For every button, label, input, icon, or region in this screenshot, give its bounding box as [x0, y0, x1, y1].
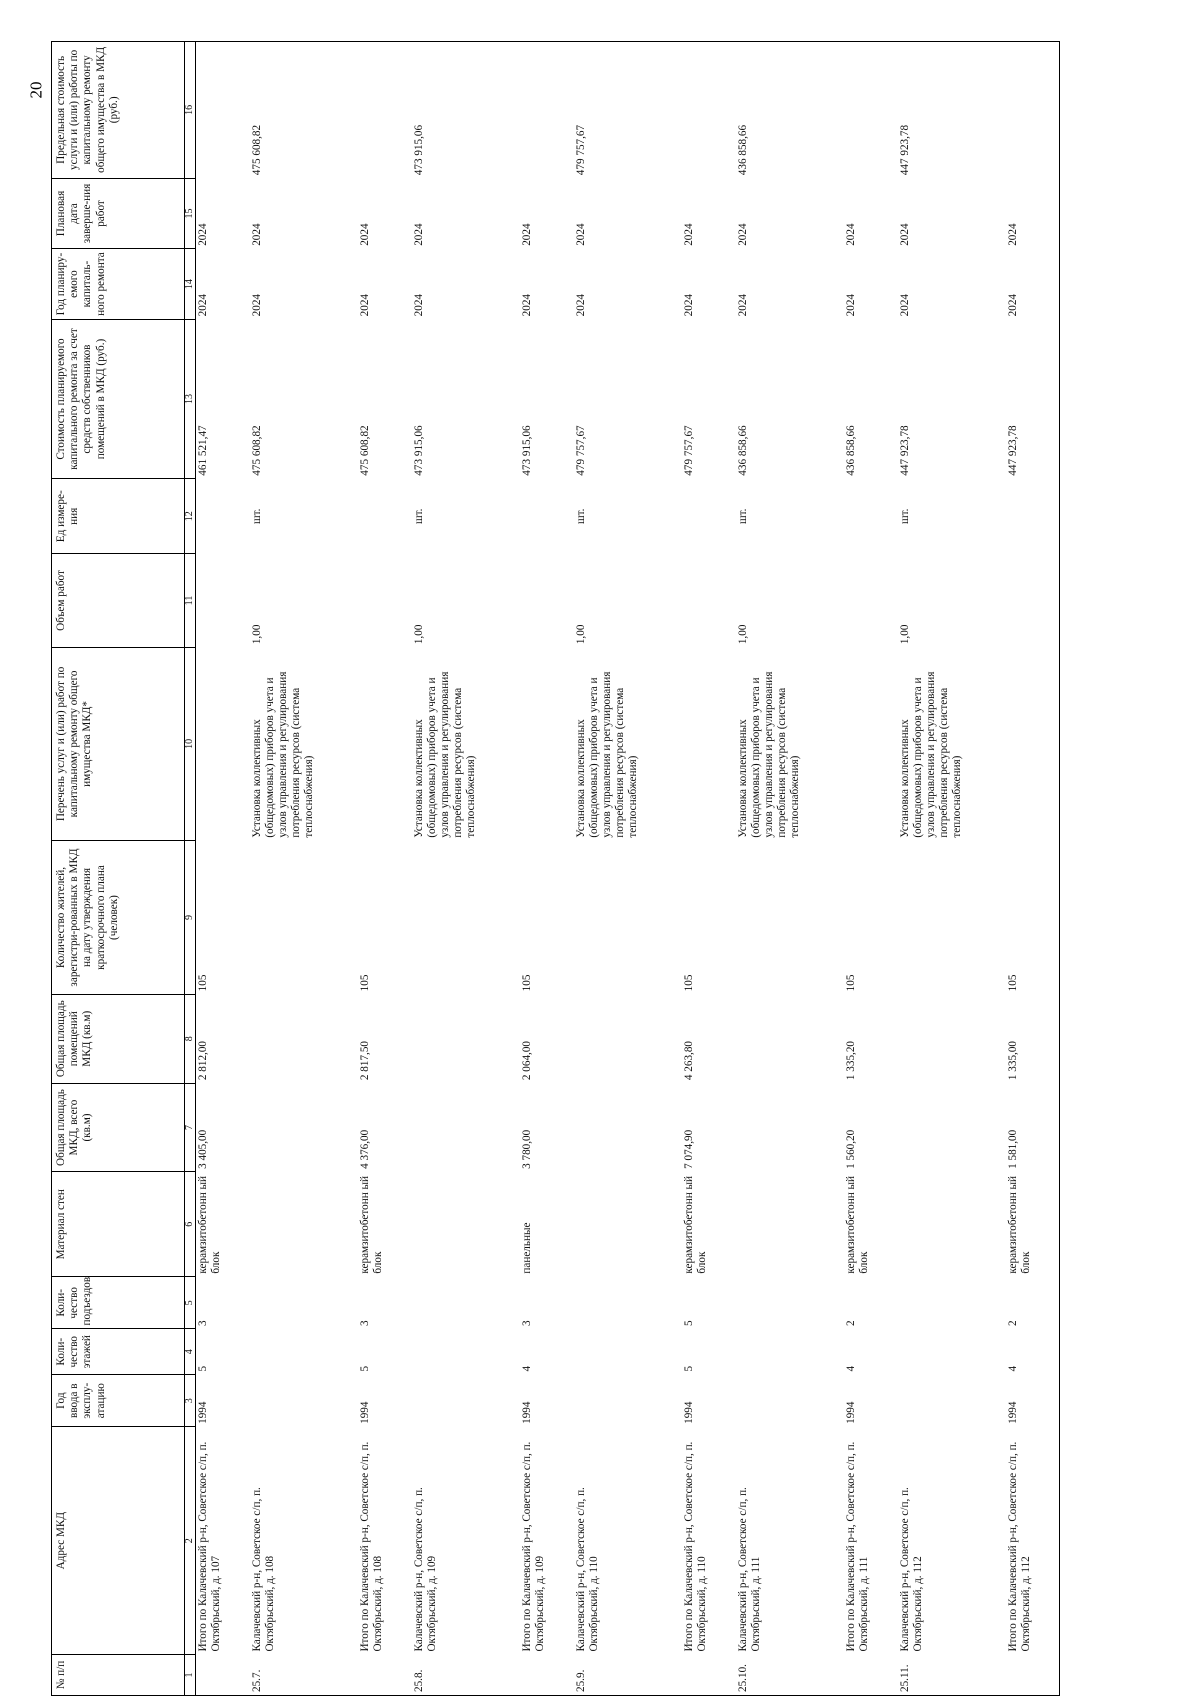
- cell-c1: [196, 1655, 250, 1696]
- cell-c15: 2024: [682, 223, 695, 246]
- cell-c6: керамзитобетонн ый блок: [358, 1176, 384, 1274]
- cell-c13: 473 915,06: [520, 425, 533, 476]
- table-row-item: [898, 42, 1006, 1696]
- cell-c7: 4 376,00: [358, 1129, 371, 1169]
- cell-c10: [196, 647, 250, 841]
- cell-c13: 461 521,47: [197, 425, 209, 476]
- cell-c5: 3: [520, 1320, 533, 1326]
- cell-c8: 4 263,80: [682, 1040, 695, 1081]
- cell-c5: [898, 1277, 1006, 1329]
- cell-c13: 447 923,78: [898, 425, 911, 476]
- cell-c3: 1994: [844, 1401, 857, 1424]
- cell-c2: Итого по Калачевский р-н, Советское с/п, п. Октябрьский, д. 107: [197, 1441, 223, 1652]
- table-row-total: [358, 42, 412, 1696]
- cell-c13: 473 915,06: [412, 425, 425, 476]
- cell-c13: 436 858,66: [844, 425, 857, 476]
- cell-c9: [736, 841, 844, 995]
- cell-c14: 2024: [520, 293, 533, 317]
- cell-c12: шт.: [412, 508, 425, 524]
- column-number-8: 8: [185, 994, 196, 1083]
- cell-c10: [682, 647, 736, 841]
- cell-c9: [250, 841, 358, 995]
- cell-c16: [1006, 42, 1060, 179]
- cell-c12: [1006, 479, 1060, 554]
- cell-c6: керамзитобетонн ый блок: [682, 1176, 708, 1274]
- cell-c4: 4: [1006, 1329, 1060, 1375]
- column-number-14: 14: [185, 249, 196, 320]
- cell-c7: [736, 1083, 844, 1172]
- cell-c10: [358, 647, 412, 841]
- rotated-page: [51, 41, 1161, 1696]
- cell-c9: 105: [197, 974, 209, 992]
- cell-c9: [898, 841, 1006, 995]
- table-row-total: [520, 42, 574, 1696]
- cell-c10: Установка коллективных (общедомовых) приборов учета и узлов управления и регулирования потребления ресурсов (система теплоснабжения): [574, 671, 640, 838]
- cell-c6: [250, 1172, 358, 1277]
- cell-c4: 5: [358, 1365, 371, 1372]
- cell-c10: Установка коллективных (общедомовых) приборов учета и узлов управления и регулирования потребления ресурсов (система теплоснабжения): [412, 671, 478, 838]
- table-row-item: [250, 42, 358, 1696]
- table-row-total: [196, 42, 250, 1696]
- cell-c14: 2024: [250, 293, 263, 317]
- cell-c13: 447 923,78: [1006, 319, 1060, 478]
- cell-c7: [898, 1083, 1006, 1172]
- cell-c11: [358, 554, 412, 647]
- cell-c2: Итого по Калачевский р-н, Советское с/п, п. Октябрьский, д. 112: [1006, 1427, 1060, 1655]
- cell-c9: 105: [682, 974, 695, 992]
- cell-c12: шт.: [250, 508, 263, 524]
- cell-c15: 2024: [1006, 178, 1060, 249]
- cell-c7: [412, 1083, 520, 1172]
- cell-c5: 5: [682, 1320, 695, 1326]
- cell-c7: 3 780,00: [520, 1129, 533, 1169]
- table-row-item: [574, 42, 682, 1696]
- cell-c11: [520, 554, 574, 647]
- cell-c16: [844, 42, 898, 179]
- cell-c5: [250, 1277, 358, 1329]
- cell-c8: [898, 994, 1006, 1083]
- cell-c16: 479 757,67: [574, 42, 682, 179]
- cell-c1: 25.9.: [574, 1655, 682, 1696]
- cell-c5: [574, 1277, 682, 1329]
- table-row-item: [736, 42, 844, 1696]
- cell-c15: 2024: [520, 223, 533, 246]
- column-number-2: 2: [185, 1427, 196, 1655]
- cell-c3: 1994: [520, 1401, 533, 1424]
- cell-c11: [844, 554, 898, 647]
- column-header-14: Год планиру-емого капиталь-ного ремонта: [52, 249, 185, 320]
- cell-c6: керамзитобетонн ый блок: [844, 1176, 870, 1274]
- cell-c16: 436 858,66: [736, 42, 844, 179]
- cell-c1: 25.10.: [736, 1655, 844, 1696]
- cell-c3: 1994: [1006, 1375, 1060, 1427]
- cell-c4: [412, 1329, 520, 1375]
- cell-c11: 1,00: [898, 624, 911, 645]
- cell-c3: 1994: [358, 1401, 371, 1424]
- column-number-7: 7: [185, 1083, 196, 1172]
- cell-c2: Калачевский р-н, Советское с/п, п. Октябрьский, д. 108: [250, 1487, 276, 1652]
- cell-c9: 105: [844, 974, 857, 992]
- table-row-total: [1006, 42, 1060, 1696]
- cell-c6: [736, 1172, 844, 1277]
- cell-c1: 25.11.: [898, 1655, 1006, 1696]
- cell-c11: 1,00: [250, 624, 263, 645]
- cell-c7: [250, 1083, 358, 1172]
- cell-c8: 1 335,00: [1006, 994, 1060, 1083]
- cell-c2: Калачевский р-н, Советское с/п, п. Октябрьский, д. 111: [736, 1487, 762, 1652]
- cell-c12: [358, 479, 412, 554]
- cell-c11: [1006, 554, 1060, 647]
- cell-c5: 2: [1006, 1277, 1060, 1329]
- cell-c8: [250, 994, 358, 1083]
- cell-c13: 475 608,82: [358, 425, 371, 476]
- column-number-9: 9: [185, 841, 196, 995]
- cell-c3: 1994: [197, 1401, 209, 1424]
- cell-c15: 2024: [412, 223, 425, 246]
- cell-c10: Установка коллективных (общедомовых) приборов учета и узлов управления и регулирования потребления ресурсов (система теплоснабжения): [736, 671, 802, 838]
- cell-c3: 1994: [682, 1401, 695, 1424]
- cell-c4: 4: [520, 1365, 533, 1372]
- table-row-total: [844, 42, 898, 1696]
- cell-c6: керамзитобетонн ый блок: [1006, 1172, 1060, 1277]
- cell-c6: керамзитобетонн ый блок: [197, 1176, 223, 1274]
- cell-c6: [412, 1172, 520, 1277]
- cell-c4: [574, 1329, 682, 1375]
- cell-c15: 2024: [844, 223, 857, 246]
- cell-c12: шт.: [898, 508, 911, 524]
- cell-c2: Калачевский р-н, Советское с/п, п. Октябрьский, д. 109: [412, 1487, 438, 1652]
- cell-c14: 2024: [682, 293, 695, 317]
- cell-c4: [736, 1329, 844, 1375]
- table-row-item: [412, 42, 520, 1696]
- cell-c3: [898, 1375, 1006, 1427]
- cell-c16: [682, 42, 736, 179]
- cell-c12: [682, 479, 736, 554]
- cell-c16: 447 923,78: [898, 42, 1006, 179]
- cell-c14: 2024: [736, 293, 749, 317]
- cell-c16: 473 915,06: [412, 42, 520, 179]
- cell-c2: Итого по Калачевский р-н, Советское с/п, п. Октябрьский, д. 109: [520, 1441, 546, 1652]
- table-body: [196, 42, 1060, 1696]
- cell-c10: Установка коллективных (общедомовых) приборов учета и узлов управления и регулирования потребления ресурсов (система теплоснабжения): [250, 671, 316, 838]
- cell-c5: 3: [197, 1320, 209, 1326]
- cell-c9: 105: [1006, 841, 1060, 995]
- cell-c14: 2024: [574, 293, 587, 317]
- cell-c12: [520, 479, 574, 554]
- column-number-13: 13: [185, 319, 196, 478]
- cell-c13: 479 757,67: [682, 425, 695, 476]
- cell-c5: [412, 1277, 520, 1329]
- column-header-6: Материал стен: [52, 1172, 185, 1277]
- cell-c2: Калачевский р-н, Советское с/п, п. Октябрьский, д. 112: [898, 1487, 924, 1652]
- table-row-total: [682, 42, 736, 1696]
- cell-c12: [196, 479, 250, 554]
- column-number-5: 5: [185, 1277, 196, 1329]
- cell-c12: [844, 479, 898, 554]
- cell-c7: 1 560,20: [844, 1129, 857, 1169]
- cell-c14: 2024: [1006, 249, 1060, 320]
- cell-c8: 2 812,00: [197, 1040, 209, 1081]
- page-number: 20: [26, 81, 46, 99]
- column-number-15: 15: [185, 178, 196, 249]
- cell-c4: 4: [844, 1365, 857, 1372]
- column-header-13: Стоимость планируемого капитального ремонта за счет средств собственников помещений в МКД (руб.): [52, 319, 185, 478]
- cell-c1: [1006, 1655, 1060, 1696]
- cell-c8: 2 817,50: [358, 1040, 371, 1081]
- cell-c14: 2024: [358, 293, 371, 317]
- cell-c4: [898, 1329, 1006, 1375]
- cell-c16: [520, 42, 574, 179]
- header-row: [52, 42, 185, 1696]
- cell-c2: Итого по Калачевский р-н, Советское с/п, п. Октябрьский, д. 110: [682, 1441, 708, 1652]
- cell-c5: 2: [844, 1320, 857, 1326]
- cell-c8: 1 335,20: [844, 1040, 857, 1081]
- cell-c9: 105: [358, 974, 371, 992]
- cell-c10: [1006, 647, 1060, 841]
- column-number-4: 4: [185, 1329, 196, 1375]
- cell-c3: [736, 1375, 844, 1427]
- cell-c15: 2024: [574, 223, 587, 246]
- cell-c12: шт.: [736, 508, 749, 524]
- cell-c14: 2024: [898, 293, 911, 317]
- cell-c15: 2024: [898, 223, 911, 246]
- cell-c5: [736, 1277, 844, 1329]
- cell-c3: [574, 1375, 682, 1427]
- cell-c6: [574, 1172, 682, 1277]
- column-number-3: 3: [185, 1375, 196, 1427]
- cell-c7: 3 405,00: [197, 1129, 209, 1169]
- column-header-9: Количество жителей, зарегистри-рованных в МКД на дату утверждения краткосрочного плана (человек): [52, 841, 185, 995]
- cell-c15: 2024: [736, 223, 749, 246]
- column-header-3: Год ввода в эксплу-атацию: [52, 1375, 185, 1427]
- cell-c1: [358, 1655, 412, 1696]
- cell-c16: 475 608,82: [250, 42, 358, 179]
- cell-c8: [574, 994, 682, 1083]
- cell-c11: 1,00: [736, 624, 749, 645]
- cell-c4: 5: [197, 1365, 209, 1372]
- cell-c7: [574, 1083, 682, 1172]
- cell-c9: [412, 841, 520, 995]
- cell-c1: [682, 1655, 736, 1696]
- cell-c12: шт.: [574, 508, 587, 524]
- cell-c3: [412, 1375, 520, 1427]
- column-header-11: Объем работ: [52, 554, 185, 647]
- cell-c4: [250, 1329, 358, 1375]
- cell-c2: Калачевский р-н, Советское с/п, п. Октябрьский, д. 110: [574, 1487, 600, 1652]
- cell-c13: 479 757,67: [574, 425, 587, 476]
- column-header-12: Ед измере-ния: [52, 479, 185, 554]
- cell-c2: Итого по Калачевский р-н, Советское с/п, п. Октябрьский, д. 108: [358, 1441, 384, 1652]
- column-number-row: [185, 42, 196, 1696]
- cell-c6: панельные: [520, 1222, 533, 1274]
- cell-c2: Итого по Калачевский р-н, Советское с/п, п. Октябрьский, д. 111: [844, 1441, 870, 1652]
- cell-c14: 2024: [412, 293, 425, 317]
- cell-c15: 2024: [250, 223, 263, 246]
- column-header-15: Плановая дата заверше-ния работ: [52, 178, 185, 249]
- cell-c13: 475 608,82: [250, 425, 263, 476]
- cell-c13: 436 858,66: [736, 425, 749, 476]
- column-header-4: Коли-чество этажей: [52, 1329, 185, 1375]
- column-number-16: 16: [185, 42, 196, 179]
- cell-c16: [196, 42, 250, 179]
- cell-c11: 1,00: [412, 624, 425, 645]
- column-number-11: 11: [185, 554, 196, 647]
- column-header-10: Перечень услуг и (или) работ по капитальному ремонту общего имущества МКД*: [52, 647, 185, 841]
- cell-c9: 105: [520, 974, 533, 992]
- cell-c8: 2 064,00: [520, 1040, 533, 1081]
- cell-c8: [412, 994, 520, 1083]
- capital-repair-table: [51, 41, 1060, 1696]
- column-header-16: Предельная стоимость услуги и (или) работы по капитальному ремонту общего имущества в МКД (руб.): [52, 42, 185, 179]
- cell-c1: 25.7.: [250, 1655, 358, 1696]
- cell-c11: 1,00: [574, 624, 587, 645]
- cell-c10: [844, 647, 898, 841]
- column-header-5: Коли-чество подъездов: [52, 1277, 185, 1329]
- cell-c16: [358, 42, 412, 179]
- cell-c7: 7 074,90: [682, 1129, 695, 1169]
- cell-c7: 1 581,00: [1006, 1083, 1060, 1172]
- cell-c14: 2024: [844, 293, 857, 317]
- cell-c3: [250, 1375, 358, 1427]
- cell-c10: [520, 647, 574, 841]
- cell-c11: [196, 554, 250, 647]
- column-number-10: 10: [185, 647, 196, 841]
- column-header-2: Адрес МКД: [52, 1427, 185, 1655]
- cell-c14: 2024: [197, 293, 209, 317]
- cell-c10: Установка коллективных (общедомовых) приборов учета и узлов управления и регулирования потребления ресурсов (система теплоснабжения): [898, 671, 964, 838]
- cell-c8: [736, 994, 844, 1083]
- cell-c1: 25.8.: [412, 1655, 520, 1696]
- cell-c5: 3: [358, 1320, 371, 1326]
- cell-c6: [898, 1172, 1006, 1277]
- cell-c11: [682, 554, 736, 647]
- column-header-8: Общая площадь помещений МКД (кв.м): [52, 994, 185, 1083]
- cell-c15: 2024: [197, 223, 209, 246]
- cell-c4: 5: [682, 1365, 695, 1372]
- column-number-6: 6: [185, 1172, 196, 1277]
- column-header-7: Общая площадь МКД, всего (кв.м): [52, 1083, 185, 1172]
- column-number-1: 1: [185, 1655, 196, 1696]
- column-header-1: № п/п: [52, 1655, 185, 1696]
- cell-c1: [520, 1655, 574, 1696]
- cell-c9: [574, 841, 682, 995]
- cell-c15: 2024: [358, 223, 371, 246]
- cell-c1: [844, 1655, 898, 1696]
- column-number-12: 12: [185, 479, 196, 554]
